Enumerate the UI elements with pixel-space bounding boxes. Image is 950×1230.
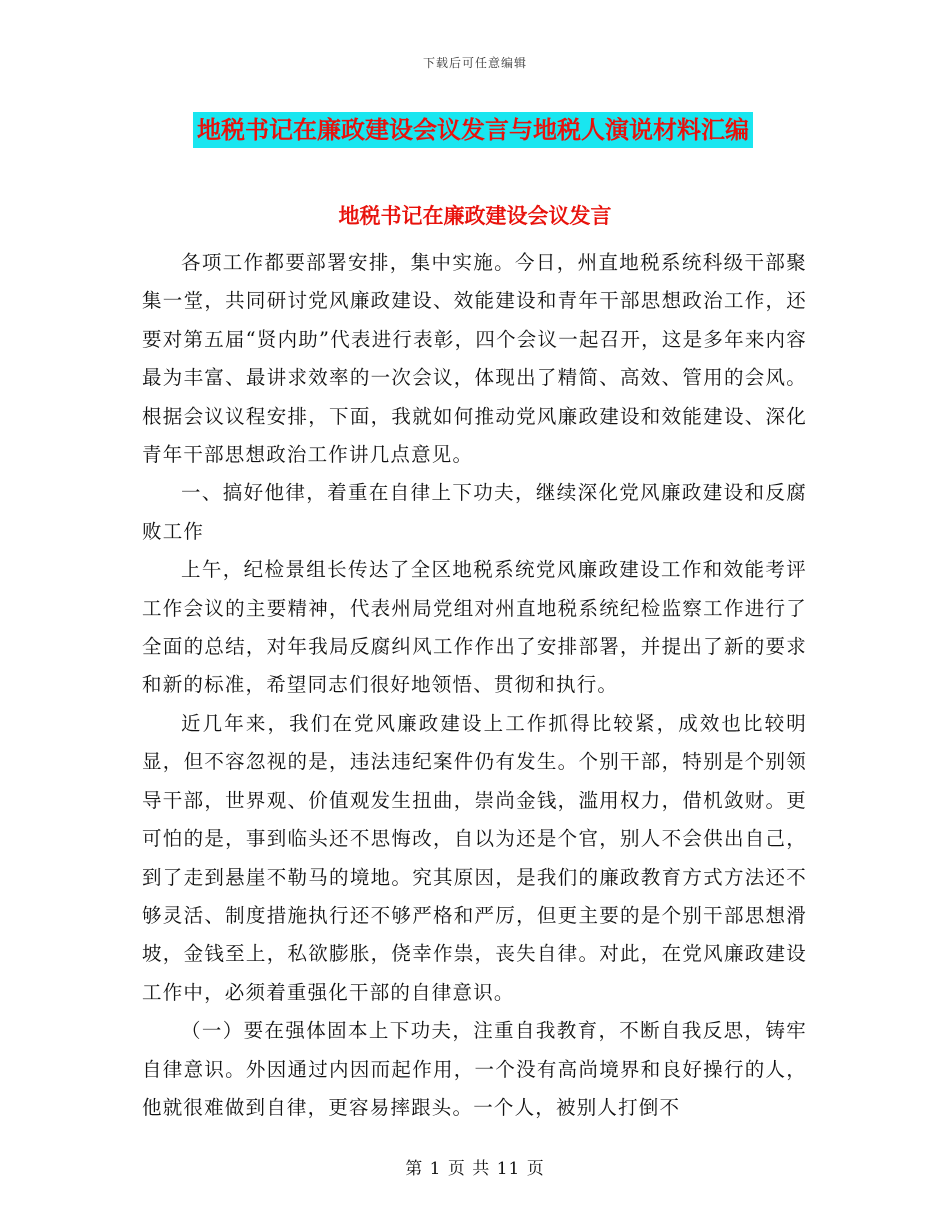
- page-footer-number: 第 1 页 共 11 页: [405, 1159, 545, 1179]
- section-title: 地税书记在廉政建设会议发言: [338, 203, 612, 228]
- paragraph-intro: 各项工作都要部署安排，集中实施。今日，州直地税系统科级干部聚集一堂，共同研讨党风廉政建设、效能建设和青年干部思想政治工作，还要对第五届“贤内助”代表进行表彰，四个会议一起召开，这是多年来内容最为丰富、最讲求效率的一次会议，体现出了精简、高效、管用的会风。根据会议议程安排，下面，我就如何推动党风廉政建设和效能建设、深化青年干部思想政治工作讲几点意见。: [142, 251, 807, 467]
- paragraph-morning-report: 上午，纪检景组长传达了全区地税系统党风廉政建设工作和效能考评工作会议的主要精神，代表州局党组对州直地税系统纪检监察工作进行了全面的总结，对年我局反腐纠风工作作出了安排部署，并提出了新的要求和新的标准，希望同志们很好地领悟、贯彻和执行。: [142, 558, 807, 697]
- paragraph-heading-one: 一、搞好他律，着重在自律上下功夫，继续深化党风廉政建设和反腐败工作: [142, 481, 807, 543]
- document-title: 地税书记在廉政建设会议发言与地税人演说材料汇编: [193, 112, 753, 148]
- paragraph-recent-years: 近几年来，我们在党风廉政建设上工作抓得比较紧，成效也比较明显，但不容忽视的是，违法违纪案件仍有发生。个别干部，特别是个别领导干部，世界观、价值观发生扭曲，崇尚金钱，滥用权力，借机敛财。更可怕的是，事到临头还不思悔改，自以为还是个官，别人不会供出自己，到了走到悬崖不勒马的境地。究其原因，是我们的廉政教育方式方法还不够灵活、制度措施执行还不够严格和严厉，但更主要的是个别干部思想滑坡，金钱至上，私欲膨胀，侥幸作祟，丧失自律。对此，在党风廉政建设工作中，必须着重强化干部的自律意识。: [142, 711, 807, 1004]
- page-header-note: 下载后可任意编辑: [422, 56, 527, 70]
- paragraph-subpoint-one: （一）要在强体固本上下功夫，注重自我教育，不断自我反思，铸牢自律意识。外因通过内因而起作用，一个没有高尚境界和良好操行的人，他就很难做到自律，更容易摔跟头。一个人，被别人打倒不: [142, 1019, 807, 1119]
- document-body: [142, 244, 807, 1127]
